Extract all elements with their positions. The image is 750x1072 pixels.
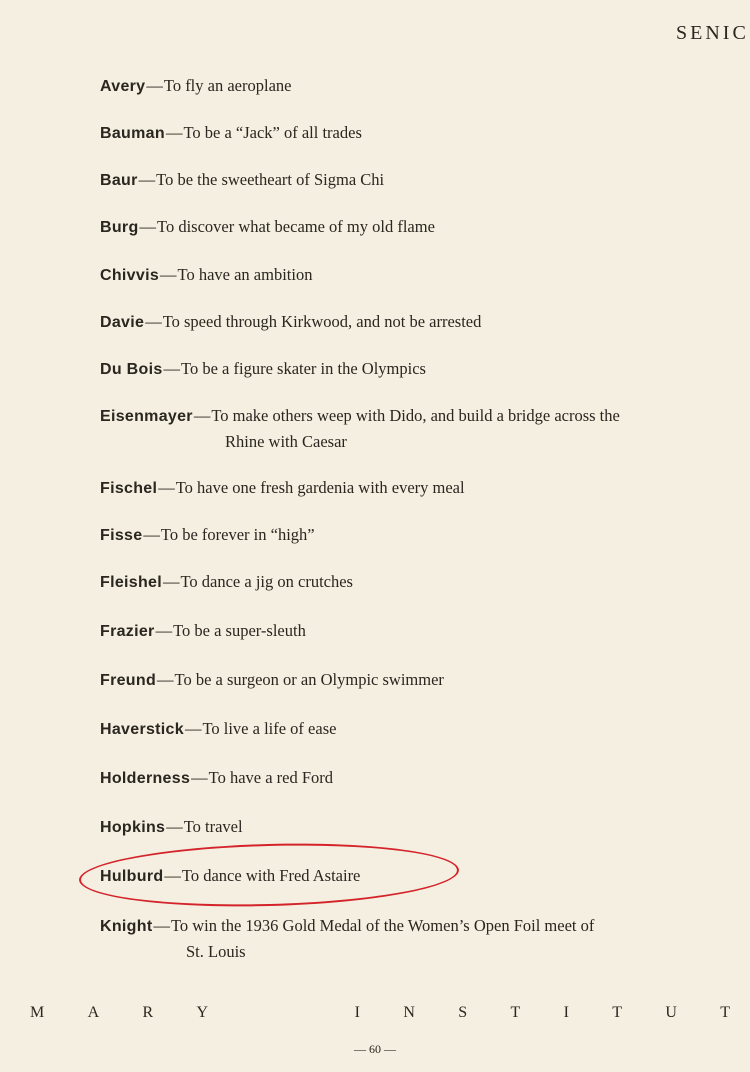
entry-text: To discover what became of my old flame — [157, 217, 435, 236]
entry-name: Knight — [100, 918, 153, 935]
entry-baur: Baur—To be the sweetheart of Sigma Chi — [100, 170, 385, 189]
entry-text: To travel — [183, 817, 243, 836]
entry-burg: Burg—To discover what became of my old flame — [100, 217, 435, 236]
entry-text: To dance with Fred Astaire — [181, 866, 361, 885]
entry-fischel: Fischel—To have one fresh gardenia with every meal — [100, 478, 465, 497]
entry-eisenmayer: Eisenmayer—To make others weep with Dido, and build a bridge across the Rhine with Caesar — [100, 403, 714, 454]
entry-knight: Knight—To win the 1936 Gold Medal of the Women’s Open Foil meet of St. Louis — [100, 913, 714, 964]
entry-avery: Avery—To fly an aeroplane — [100, 76, 292, 95]
entry-text: To dance a jig on crutches — [180, 572, 353, 591]
entry-text: To be forever in “high” — [160, 525, 315, 544]
entry-frazier: Frazier—To be a super-sleuth — [100, 621, 306, 640]
entry-fisse: Fisse—To be forever in “high” — [100, 525, 315, 544]
entry-text: To fly an aeroplane — [163, 76, 292, 95]
entry-name: Freund — [100, 672, 157, 689]
entry-name: Fischel — [100, 480, 158, 497]
entry-bauman: Bauman—To be a “Jack” of all trades — [100, 123, 362, 142]
page-header: SENIC — [676, 22, 749, 44]
red-circle-annotation — [78, 839, 459, 911]
entry-haverstick: Haverstick—To live a life of ease — [100, 719, 337, 738]
entry-name: Bauman — [100, 125, 165, 142]
entry-text: To be a “Jack” of all trades — [183, 123, 362, 142]
entry-text: To be a surgeon or an Olympic swimmer — [174, 670, 444, 689]
entry-name: Frazier — [100, 623, 155, 640]
page-number: — 60 — — [354, 1042, 396, 1056]
entry-hopkins: Hopkins—To travel — [100, 817, 243, 836]
entry-continuation: St. Louis — [186, 942, 246, 961]
entry-name: Holderness — [100, 770, 191, 787]
entry-dubois: Du Bois—To be a figure skater in the Olympics — [100, 359, 426, 378]
entry-freund: Freund—To be a surgeon or an Olympic swimmer — [100, 670, 444, 689]
entry-name: Baur — [100, 172, 138, 189]
entry-text: To have an ambition — [177, 265, 313, 284]
entry-name: Burg — [100, 219, 139, 236]
footer-institution: M A R Y I N S T I T U T — [30, 1004, 730, 1021]
entry-name: Eisenmayer — [100, 408, 193, 425]
entry-name: Haverstick — [100, 721, 184, 738]
entry-name: Hulburd — [100, 868, 164, 885]
entry-name: Davie — [100, 314, 145, 331]
entry-name: Hopkins — [100, 819, 166, 836]
entry-text: To have a red Ford — [208, 768, 334, 787]
entry-name: Chivvis — [100, 267, 160, 284]
entry-text: To speed through Kirkwood, and not be arrested — [162, 312, 482, 331]
entry-hulburd: Hulburd—To dance with Fred Astaire — [100, 866, 361, 885]
entry-text: To be the sweetheart of Sigma Chi — [156, 170, 385, 189]
entry-text: To be a super-sleuth — [173, 621, 306, 640]
entry-name: Fisse — [100, 527, 143, 544]
entry-text: To have one fresh gardenia with every meal — [175, 478, 465, 497]
entry-continuation: Rhine with Caesar — [225, 432, 347, 451]
entry-chivvis: Chivvis—To have an ambition — [100, 265, 313, 284]
entry-davie: Davie—To speed through Kirkwood, and not be arrested — [100, 312, 482, 331]
entry-name: Du Bois — [100, 361, 163, 378]
entry-holderness: Holderness—To have a red Ford — [100, 768, 334, 787]
entry-name: Avery — [100, 78, 146, 95]
entry-text: To be a figure skater in the Olympics — [181, 359, 426, 378]
entry-text: To make others weep with Dido, and build a bridge across the — [211, 406, 620, 425]
entry-text: To win the 1936 Gold Medal of the Women’s Open Foil meet of — [170, 916, 595, 935]
entry-text: To live a life of ease — [202, 719, 337, 738]
entry-fleishel: Fleishel—To dance a jig on crutches — [100, 572, 353, 591]
entry-name: Fleishel — [100, 574, 162, 591]
